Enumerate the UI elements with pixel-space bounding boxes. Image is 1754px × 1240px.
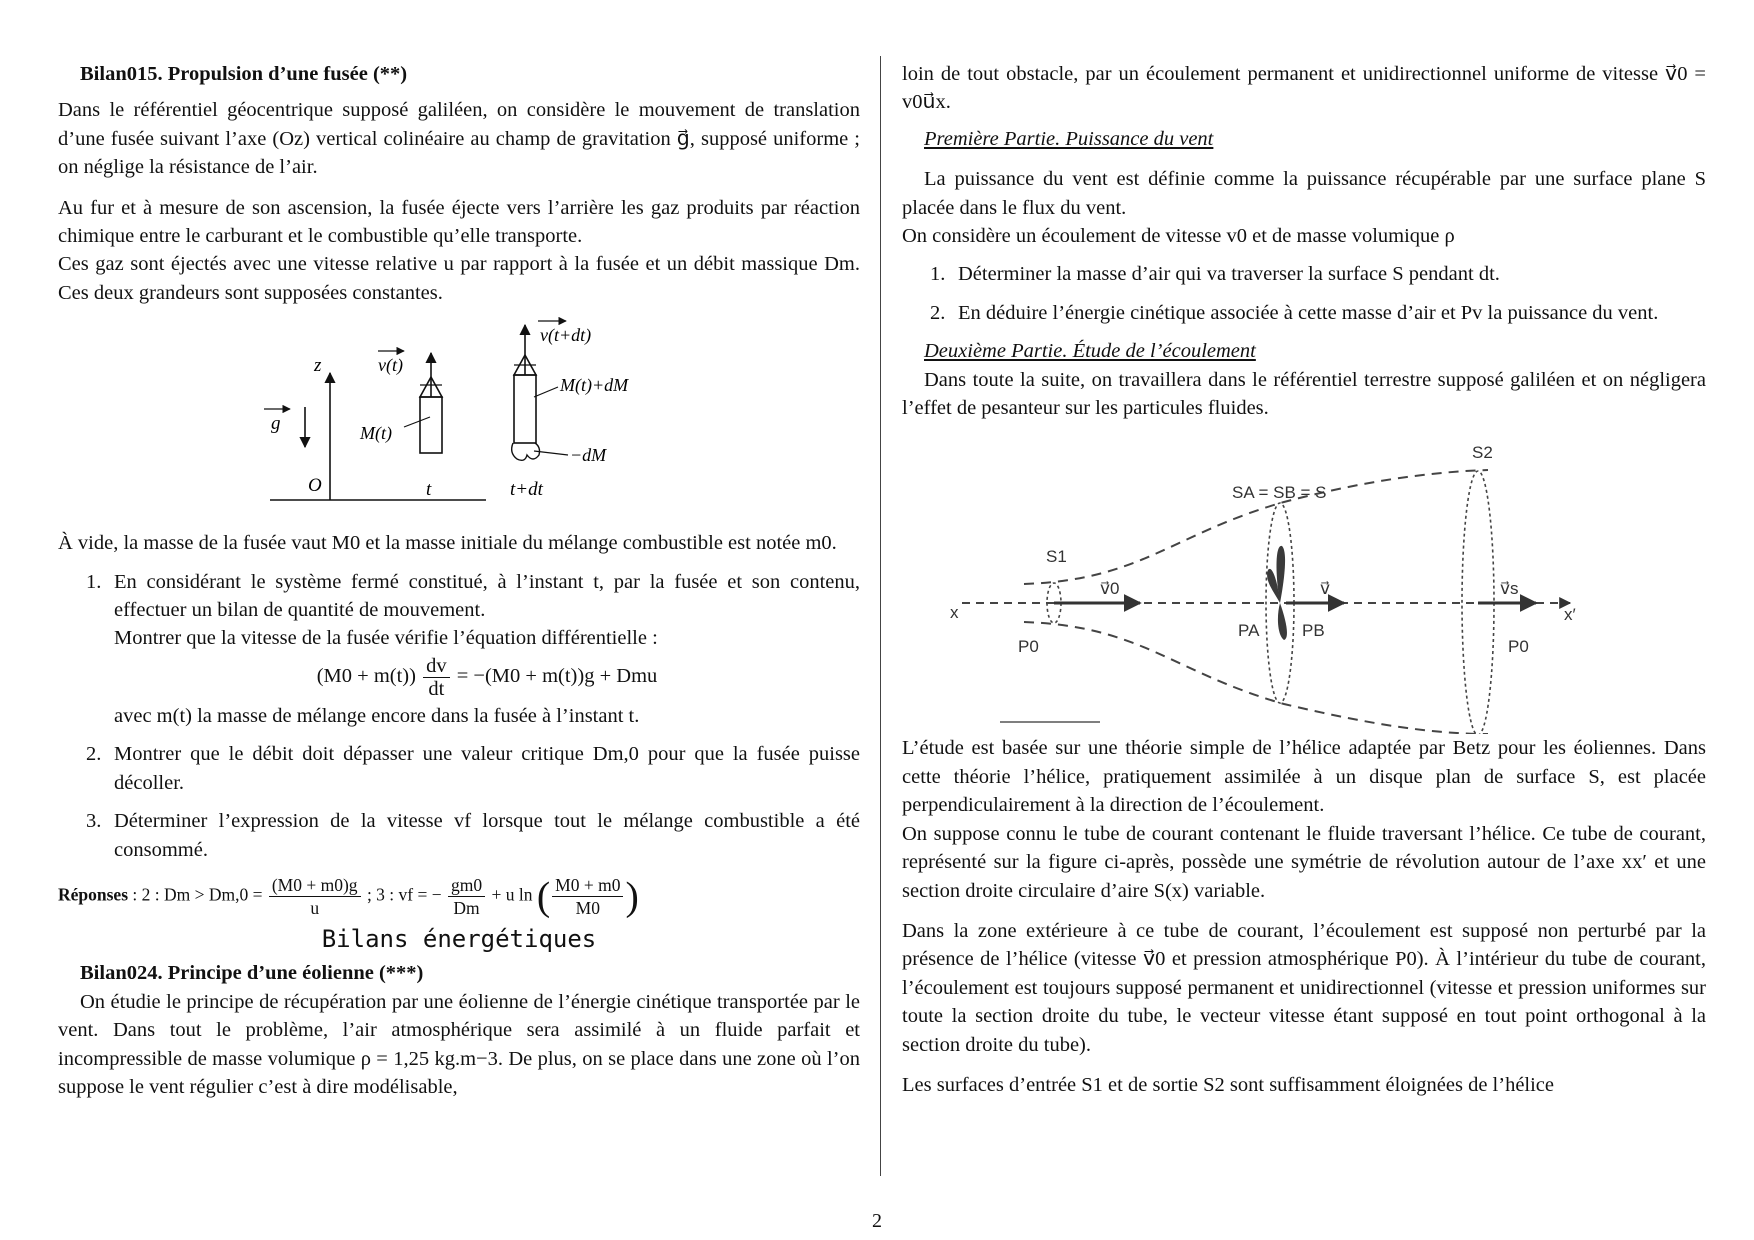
question-1 xyxy=(902,260,1706,288)
rocket-body-tdt xyxy=(514,375,536,443)
paragraph: Au fur et à mesure de son ascension, la fusée éjecte vers l’arrière les gaz produits par réaction chimique entre le carburant et le combustible qu’elle transporte. xyxy=(58,196,860,248)
rocket-questions xyxy=(58,568,860,864)
answers-label: Réponses xyxy=(58,884,129,905)
vt-label: v(t) xyxy=(378,355,403,376)
mtdm-pointer xyxy=(534,387,558,397)
v-label: v⃗ xyxy=(1320,579,1331,599)
answers-line xyxy=(58,874,860,919)
paragraph: L’étude est basée sur une théorie simple de l’hélice adaptée par Betz pour les éoliennes. Dans cette théorie l’hélice, pratiquement assimilée à un disque plan de surface S, est placée perpendiculairement à la direction de l’écoulement. xyxy=(902,737,1706,817)
question-3 xyxy=(58,807,860,864)
fraction-numerator: (M0 + m0)g xyxy=(269,874,361,897)
s1-label: S1 xyxy=(1046,547,1067,567)
fraction-denominator: Dm xyxy=(453,897,480,918)
paragraph: On étudie le principe de récupération par une éolienne de l’énergie cinétique transportée par le vent. Dans tout le problème, l’air atmosphérique sera assimilé à un fluide parfait et incompressible de masse volumique ρ = 1,25 kg.m−3. De plus, on se place dans une zone où l’on suppose le vent régulier c’est à dire modélisable, xyxy=(58,990,860,1098)
part-heading-2: Deuxième Partie. Étude de l’écoulement xyxy=(924,340,1256,363)
eq-left: (M0 + m(t)) xyxy=(316,665,416,688)
left-column xyxy=(58,60,860,1101)
propeller-blade-3 xyxy=(1278,603,1287,640)
question-2 xyxy=(58,740,860,797)
question-text: avec m(t) la masse de mélange encore dans la fusée à l’instant t. xyxy=(114,704,640,727)
fraction-numerator: dv xyxy=(423,655,450,678)
sa-sb-label: SA = SB = S xyxy=(1232,483,1327,503)
fraction-numerator: M0 + m0 xyxy=(552,874,623,897)
fraction-denominator: dt xyxy=(428,677,445,700)
paragraph: Dans le référentiel géocentrique supposé galiléen, on considère le mouvement de translation d’une fusée suivant l’axe (Oz) vertical colinéaire au champ de gravitation g⃗, supposé uniforme ; on néglige la résistance de l’air. xyxy=(58,99,860,179)
t-label: t xyxy=(426,479,432,501)
paragraph: Les surfaces d’entrée S1 et de sortie S2 sont suffisamment éloignées de l’hélice xyxy=(902,1073,1555,1096)
fraction-numerator: gm0 xyxy=(448,874,485,897)
paragraph: loin de tout obstacle, par un écoulement permanent et unidirectionnel uniforme de vitesse v⃗0 = v0u⃗x. xyxy=(902,63,1706,114)
part-heading-1: Première Partie. Puissance du vent xyxy=(924,127,1214,150)
paragraph: Dans toute la suite, on travaillera dans le référentiel terrestre supposé galiléen et on négligera l’effet de pesanteur sur les particules fluides. xyxy=(902,368,1706,420)
mt-label: M(t) xyxy=(360,423,392,444)
question-text: En considérant le système fermé constitué, à l’instant t, par la fusée et son contenu, effectuer un bilan de quantité de mouvement. xyxy=(114,570,860,622)
pb-label: PB xyxy=(1302,621,1325,641)
rocket-body-t xyxy=(420,397,442,453)
s2-label: S2 xyxy=(1472,443,1493,463)
paragraph: Ces gaz sont éjectés avec une vitesse relative u par rapport à la fusée et un débit massique Dm. Ces deux grandeurs sont supposées constantes. xyxy=(58,253,860,304)
answer-part: : 2 : Dm > Dm,0 = xyxy=(132,884,263,905)
question-1 xyxy=(58,568,860,731)
paragraph: On suppose connu le tube de courant contenant le fluide traversant l’hélice. Ce tube de courant, représenté sur la figure ci-après, possède une symétrie de révolution autour de l’axe xx′ et une section droite circulaire d’aire S(x) variable. xyxy=(902,822,1706,902)
column-divider xyxy=(880,56,881,1176)
answer-fraction xyxy=(448,874,485,919)
question-number: 2. xyxy=(86,743,102,766)
eq-right: = −(M0 + m(t))g + Dmu xyxy=(456,665,658,688)
wind-questions xyxy=(902,260,1706,327)
streamtube-figure xyxy=(902,422,1706,734)
x-label: x xyxy=(950,603,959,623)
p0-right-label: P0 xyxy=(1508,637,1529,657)
exercise-title-rocket: Bilan015. Propulsion d’une fusée (**) xyxy=(80,63,408,85)
vs-label: v⃗s xyxy=(1500,579,1519,599)
paragraph: La puissance du vent est définie comme la puissance récupérable par une surface plane S placée dans le flux du vent. xyxy=(902,168,1706,219)
xp-label: x′ xyxy=(1564,605,1576,625)
answer-fraction xyxy=(552,874,623,919)
answer-fraction xyxy=(269,874,361,919)
tdt-label: t+dt xyxy=(510,479,543,501)
page-number: 2 xyxy=(872,1210,882,1232)
paragraph: À vide, la masse de la fusée vaut M0 et la masse initiale du mélange combustible est notée m0. xyxy=(58,532,837,555)
p0-left-label: P0 xyxy=(1018,637,1039,657)
paragraph: Dans la zone extérieure à ce tube de courant, l’écoulement est supposé non perturbé par la présence de l’hélice (vitesse v⃗0 et pression atmosphérique P0). À l’intérieur du tube de courant, l’écoulement est toujours supposé permanent et unidirectionnel (vitesse et pression uniformes sur toute la section droite du tube, le vecteur vitesse étant supposé en tout point orthogonal à la section droite du tube). xyxy=(902,919,1706,1056)
paren-open: ( xyxy=(536,873,551,919)
question-text: Montrer que la vitesse de la fusée vérifie l’équation différentielle : xyxy=(114,627,658,650)
paragraph: On considère un écoulement de vitesse v0 et de masse volumique ρ xyxy=(902,225,1455,248)
z-label: z xyxy=(314,355,322,377)
fraction-denominator: M0 xyxy=(575,897,600,918)
paren-close: ) xyxy=(625,873,639,919)
pa-label: PA xyxy=(1238,621,1260,641)
dm-label: −dM xyxy=(570,445,607,466)
dv-dt-fraction xyxy=(423,655,450,700)
fraction-denominator: u xyxy=(310,897,320,918)
question-number: 1. xyxy=(86,570,102,593)
question-text: Déterminer l’expression de la vitesse vf lorsque tout le mélange combustible a été consommé. xyxy=(114,810,860,861)
g-label: g xyxy=(271,413,281,435)
vtdt-label: v(t+dt) xyxy=(540,325,592,346)
mt-pointer xyxy=(404,417,430,427)
question-number: 2. xyxy=(930,301,946,324)
question-text: Déterminer la masse d’air qui va traverser la surface S pendant dt. xyxy=(958,263,1500,286)
answer-part: + u ln xyxy=(491,884,533,905)
section-heading: Bilans énergétiques xyxy=(321,924,597,953)
question-number: 3. xyxy=(86,810,102,833)
question-text: Montrer que le débit doit dépasser une valeur critique Dm,0 pour que la fusée puisse décoller. xyxy=(114,743,860,794)
exercise-title-wind: Bilan024. Principe d’une éolienne (***) xyxy=(80,962,424,985)
right-column xyxy=(902,60,1706,1099)
question-text: En déduire l’énergie cinétique associée à cette masse d’air et Pv la puissance du vent. xyxy=(958,301,1659,324)
mtdm-label: M(t)+dM xyxy=(560,375,629,396)
origin-label: O xyxy=(308,475,322,497)
differential-equation xyxy=(114,655,860,700)
question-number: 1. xyxy=(930,263,946,286)
v0-label: v⃗0 xyxy=(1100,579,1120,599)
question-2 xyxy=(902,299,1706,327)
rocket-figure xyxy=(58,307,860,517)
answer-part: ; 3 : vf = − xyxy=(366,884,442,905)
